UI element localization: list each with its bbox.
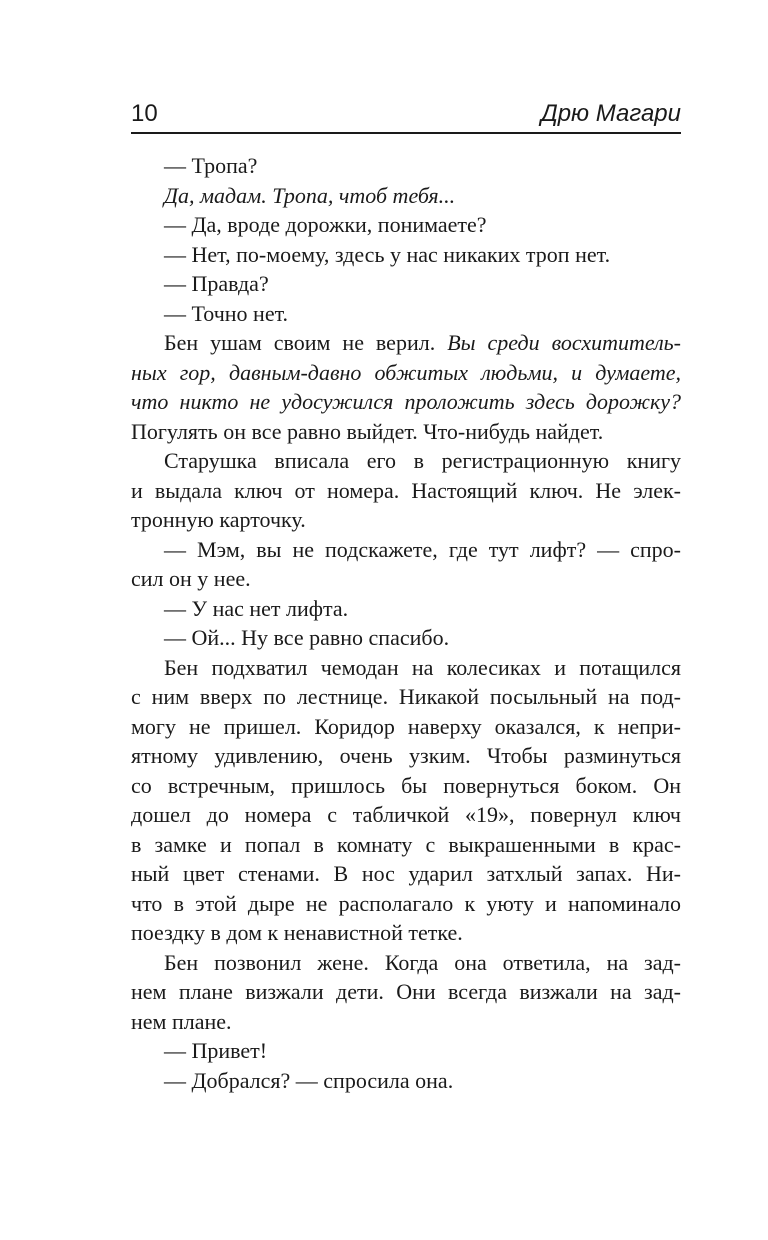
text-span: Старушка вписала его в регистрационную книгу (164, 448, 681, 473)
text-span: и выдала ключ от номера. Настоящий ключ. Не элек- (131, 477, 681, 503)
text-span: — Да, вроде дорожки, понимаете? (164, 212, 487, 237)
text-span: — Добрался? — спросила она. (164, 1067, 454, 1093)
text-span: — Тропа? (164, 153, 258, 178)
text-span: что в этой дыре не располагало к уюту и напоминало (131, 890, 681, 916)
text-line (131, 387, 681, 417)
text-line (131, 240, 681, 270)
text-line (131, 918, 681, 948)
running-header (131, 96, 681, 134)
running-title-author: Дрю Магари (540, 100, 681, 127)
text-span: со встречным, пришлось бы повернуться боком. Он (131, 772, 681, 798)
text-span: Бен подхватил чемодан на колесиках и потащился (164, 654, 681, 680)
text-line (131, 594, 681, 624)
text-span: дошел до номера с табличкой «19», повернул ключ (131, 802, 681, 827)
text-span: — Ой... Ну все равно спасибо. (164, 625, 450, 650)
text-span: могу не пришел. Коридор наверху оказался, к непри- (131, 713, 681, 739)
text-line (131, 151, 681, 181)
text-span: Бен позвонил жене. Когда она ответила, на зад- (164, 949, 681, 975)
text-span: поездку в дом к ненавистной тетке. (131, 920, 463, 945)
page-number: 10 (131, 100, 158, 127)
text-line (131, 889, 681, 919)
text-line (131, 535, 681, 565)
text-span: ный цвет стенами. В нос ударил затхлый запах. Ни- (131, 861, 681, 886)
text-line (131, 682, 681, 712)
italic-text-span: ных гор, давным-давно обжитых людьми, и думаете, (131, 359, 681, 385)
text-span: — У нас нет лифта. (164, 595, 349, 621)
text-line (131, 771, 681, 801)
text-span: — Правда? (164, 271, 269, 296)
text-line (131, 1007, 681, 1037)
italic-text-span: что никто не удосужился проложить здесь дорожку? (131, 389, 681, 414)
text-span: нем плане визжали дети. Они всегда визжали на зад- (131, 979, 681, 1004)
text-line (131, 1036, 681, 1066)
text-line (131, 299, 681, 329)
text-line (131, 977, 681, 1007)
italic-text-span: Вы среди восхититель- (447, 330, 682, 355)
text-span: Бен ушам своим не верил. (164, 330, 448, 355)
text-span: в замке и попал в комнату с выкрашенными в крас- (131, 831, 681, 857)
text-line (131, 328, 681, 358)
text-span: — Привет! (164, 1038, 268, 1063)
text-line (131, 417, 681, 447)
text-line (131, 269, 681, 299)
text-line (131, 476, 681, 506)
text-line (131, 800, 681, 830)
italic-text-span: Да, мадам. Тропа, чтоб тебя... (164, 182, 456, 208)
text-span: нем плане. (131, 1008, 232, 1034)
text-span: — Точно нет. (164, 300, 289, 326)
page-body-text (131, 151, 681, 1095)
text-line (131, 564, 681, 594)
text-span: — Мэм, вы не подскажете, где тут лифт? — спро- (164, 536, 681, 562)
text-line (131, 210, 681, 240)
text-line (131, 358, 681, 388)
text-span: тронную карточку. (131, 507, 306, 532)
text-span: с ним вверх по лестнице. Никакой посыльный на под- (131, 684, 681, 709)
text-line (131, 1066, 681, 1096)
text-span: ятному удивлению, очень узким. Чтобы разминуться (131, 743, 681, 768)
text-line (131, 859, 681, 889)
text-line (131, 653, 681, 683)
text-line (131, 623, 681, 653)
text-line (131, 741, 681, 771)
text-span: — Нет, по-моему, здесь у нас никаких троп нет. (164, 241, 611, 267)
text-line (131, 830, 681, 860)
text-line (131, 948, 681, 978)
text-span: сил он у нее. (131, 566, 251, 591)
text-line (131, 446, 681, 476)
text-line (131, 712, 681, 742)
text-line (131, 505, 681, 535)
text-span: Погулять он все равно выйдет. Что-нибудь найдет. (131, 418, 604, 444)
text-line (131, 181, 681, 211)
